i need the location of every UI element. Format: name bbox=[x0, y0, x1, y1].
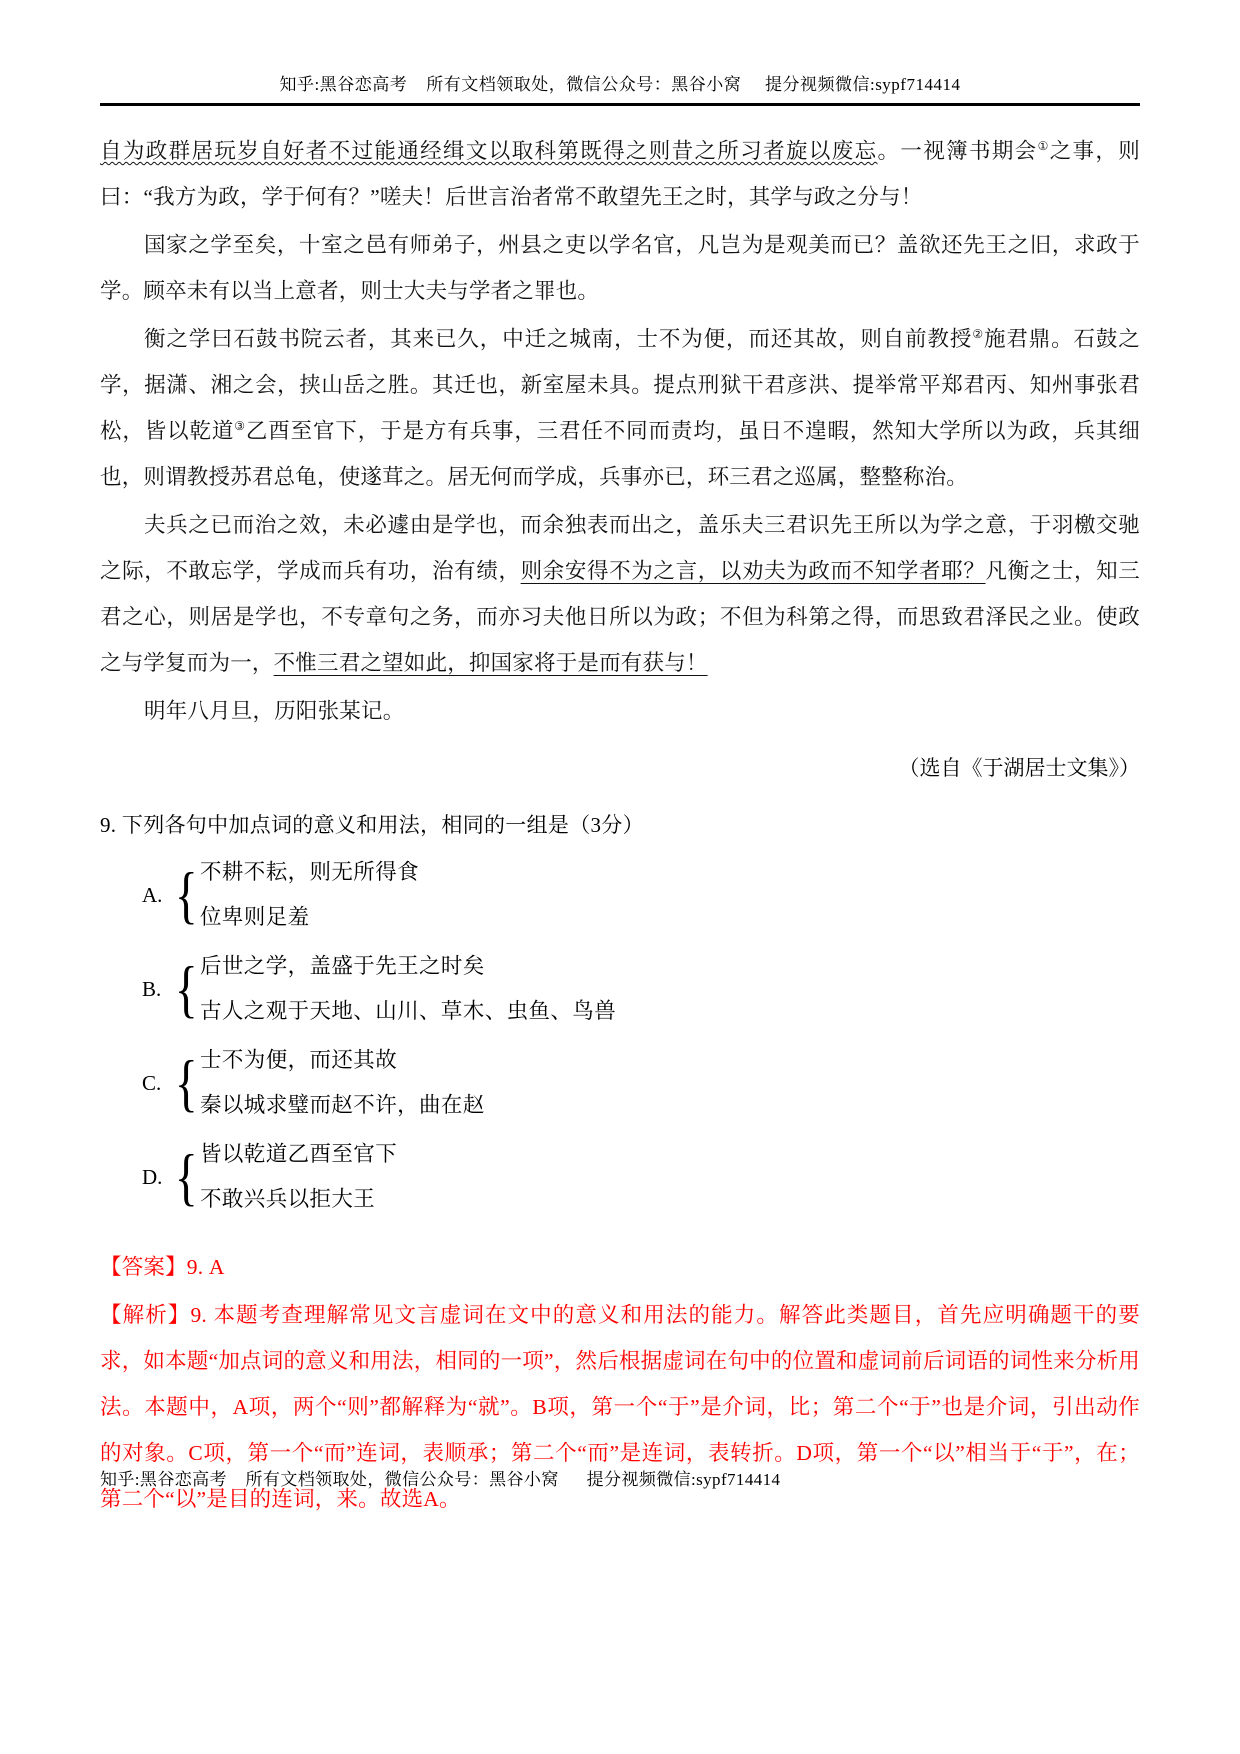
passage-paragraph-3 bbox=[100, 316, 1140, 500]
header-divider bbox=[100, 103, 1140, 106]
option-c-lines bbox=[194, 1038, 485, 1128]
option-a[interactable] bbox=[142, 850, 1140, 940]
option-d-lines bbox=[194, 1132, 397, 1222]
option-list bbox=[100, 850, 1140, 1222]
option-b[interactable] bbox=[142, 944, 1140, 1034]
passage-p3-b: 施君鼎。石鼓之学，据潇、湘之会，挟山岳之胜。其迁也，新室屋未具。提点刑狱干君彦洪、提举常平郑君丙、知州事张君松，皆以乾道 bbox=[100, 327, 1141, 443]
passage-paragraph-6: 明年八月旦，历阳张某记。 bbox=[144, 699, 405, 723]
passage-paragraph-2: 国家之学至矣，十室之邑有师弟子，州县之吏以学名官，凡岂为是观美而已？盖欲还先王之旧，求政于学。顾卒未有以当上意者，则士大夫与学者之罪也。 bbox=[100, 233, 1140, 303]
option-d[interactable] bbox=[142, 1132, 1140, 1222]
option-c[interactable] bbox=[142, 1038, 1140, 1128]
passage-source-attribution: （选自《于湖居士文集》） bbox=[898, 756, 1140, 780]
passage-p3-c: 乙酉至官下，于是方有兵事，三君任不同而责均，虽日不遑暇，然知大学所以为政，兵其细也，则谓教授苏君总龟，使遂茸之。居无何而学成，兵事亦已，环三君之巡属，整整称治。 bbox=[100, 419, 1141, 489]
passage-body bbox=[100, 128, 1140, 788]
answer-label: 【答案】9. A bbox=[100, 1255, 225, 1279]
passage-p1-rest-a: 。一视簿书期会 bbox=[877, 139, 1038, 163]
header-watermark-text: 知乎:黑谷恋高考 所有文档领取处，微信公众号：黑谷小窝 提分视频微信:sypf714414 bbox=[279, 75, 961, 94]
option-c-line-1: 士不为便，而还其故 bbox=[200, 1048, 398, 1072]
passage-p4-a: 夫兵之已而治之效，未必遽由是学也，而余独表而出之，盖乐夫三君识先王所以为学之意，于羽檄交驰之际，不敢忘学，学成而兵有功，治有绩， bbox=[100, 513, 1140, 583]
option-b-lines bbox=[194, 944, 616, 1034]
passage-p3-a: 衡之学曰石鼓书院云者，其来已久，中迁之城南，士不为便，而还其故，则自前教授 bbox=[144, 327, 973, 351]
passage-p5-a: 使政之与学复而为一， bbox=[100, 605, 1140, 675]
underlined-text-1: 则余安得不为之言，以劝夫为政而不知学者耶？ bbox=[520, 559, 986, 583]
option-a-lines bbox=[194, 850, 419, 940]
footnote-marker-3: ③ bbox=[234, 418, 246, 433]
option-d-letter: D. bbox=[142, 1165, 163, 1189]
underlined-text-2: 不惟三君之望如此，抑国家将于是而有获与！ bbox=[273, 651, 708, 675]
passage-paragraph-1 bbox=[100, 128, 1140, 220]
option-c-letter: C. bbox=[142, 1071, 162, 1095]
option-a-line-1: 不耕不耘，则无所得食 bbox=[200, 860, 420, 884]
option-c-line-2: 秦以城求璧而赵不许，曲在赵 bbox=[200, 1093, 485, 1117]
footnote-marker-2: ② bbox=[972, 326, 984, 341]
wavy-underlined-text-1: 自为政群居玩岁自好者不过能通经缉文以取科第既得之则昔之所习者旋以废忘 bbox=[100, 139, 878, 163]
passage-p4-b: 凡衡之士，知三君之心，则居是学也，不专章句之务，而亦习夫他日所以为政；不但为科第之得，而思致君泽民之业。 bbox=[100, 559, 1141, 629]
question-block bbox=[100, 804, 1140, 1222]
option-a-letter: A. bbox=[142, 883, 163, 907]
footnote-marker-1: ① bbox=[1037, 138, 1050, 153]
passage-p1-rest-b: 之事，则曰：“我方为政，学于何有？”嗟夫！后世言治者常不敢望先王之时，其学与政之分与！ bbox=[100, 139, 1140, 209]
answer-analysis: 【解析】9. 本题考查理解常见文言虚词在文中的意义和用法的能力。解答此类题目，首先应明确题干的要求，如本题“加点词的意义和用法，相同的一项”，然后根据虚词在句中的位置和虚词前后词语的词性来分析用法。本题中，A项，两个“则”都解释为“就”。B项，第一个“于”是介词，比；第二个“于”也是介词，引出动作的对象。C项，第一个“而”连词，表顺承；第二个“而”是连词，表转折。D项，第一个“以”相当于“于”，在；第二个“以”是目的连词，来。故选A。 bbox=[100, 1303, 1140, 1511]
brace-icon: { bbox=[174, 1046, 198, 1118]
page-footer: 知乎:黑谷恋高考 所有文档领取处，微信公众号：黑谷小窝 提分视频微信:sypf714414 bbox=[100, 1470, 781, 1489]
option-b-line-2: 古人之观于天地、山川、草木、虫鱼、鸟兽 bbox=[200, 999, 617, 1023]
passage-paragraph-4 bbox=[100, 502, 1140, 686]
page-header bbox=[100, 0, 1140, 106]
option-a-line-2: 位卑则足羞 bbox=[200, 905, 310, 929]
option-d-line-2: 不敢兴兵以拒大王 bbox=[200, 1187, 376, 1211]
brace-icon: { bbox=[174, 952, 198, 1024]
option-d-line-1: 皆以乾道乙酉至官下 bbox=[200, 1142, 398, 1166]
brace-icon: { bbox=[174, 858, 198, 930]
question-stem: 9. 下列各句中加点词的意义和用法，相同的一组是（3分） bbox=[100, 813, 644, 837]
option-b-line-1: 后世之学，盖盛于先王之时矣 bbox=[200, 954, 485, 978]
option-b-letter: B. bbox=[142, 977, 162, 1001]
brace-icon: { bbox=[174, 1140, 198, 1212]
